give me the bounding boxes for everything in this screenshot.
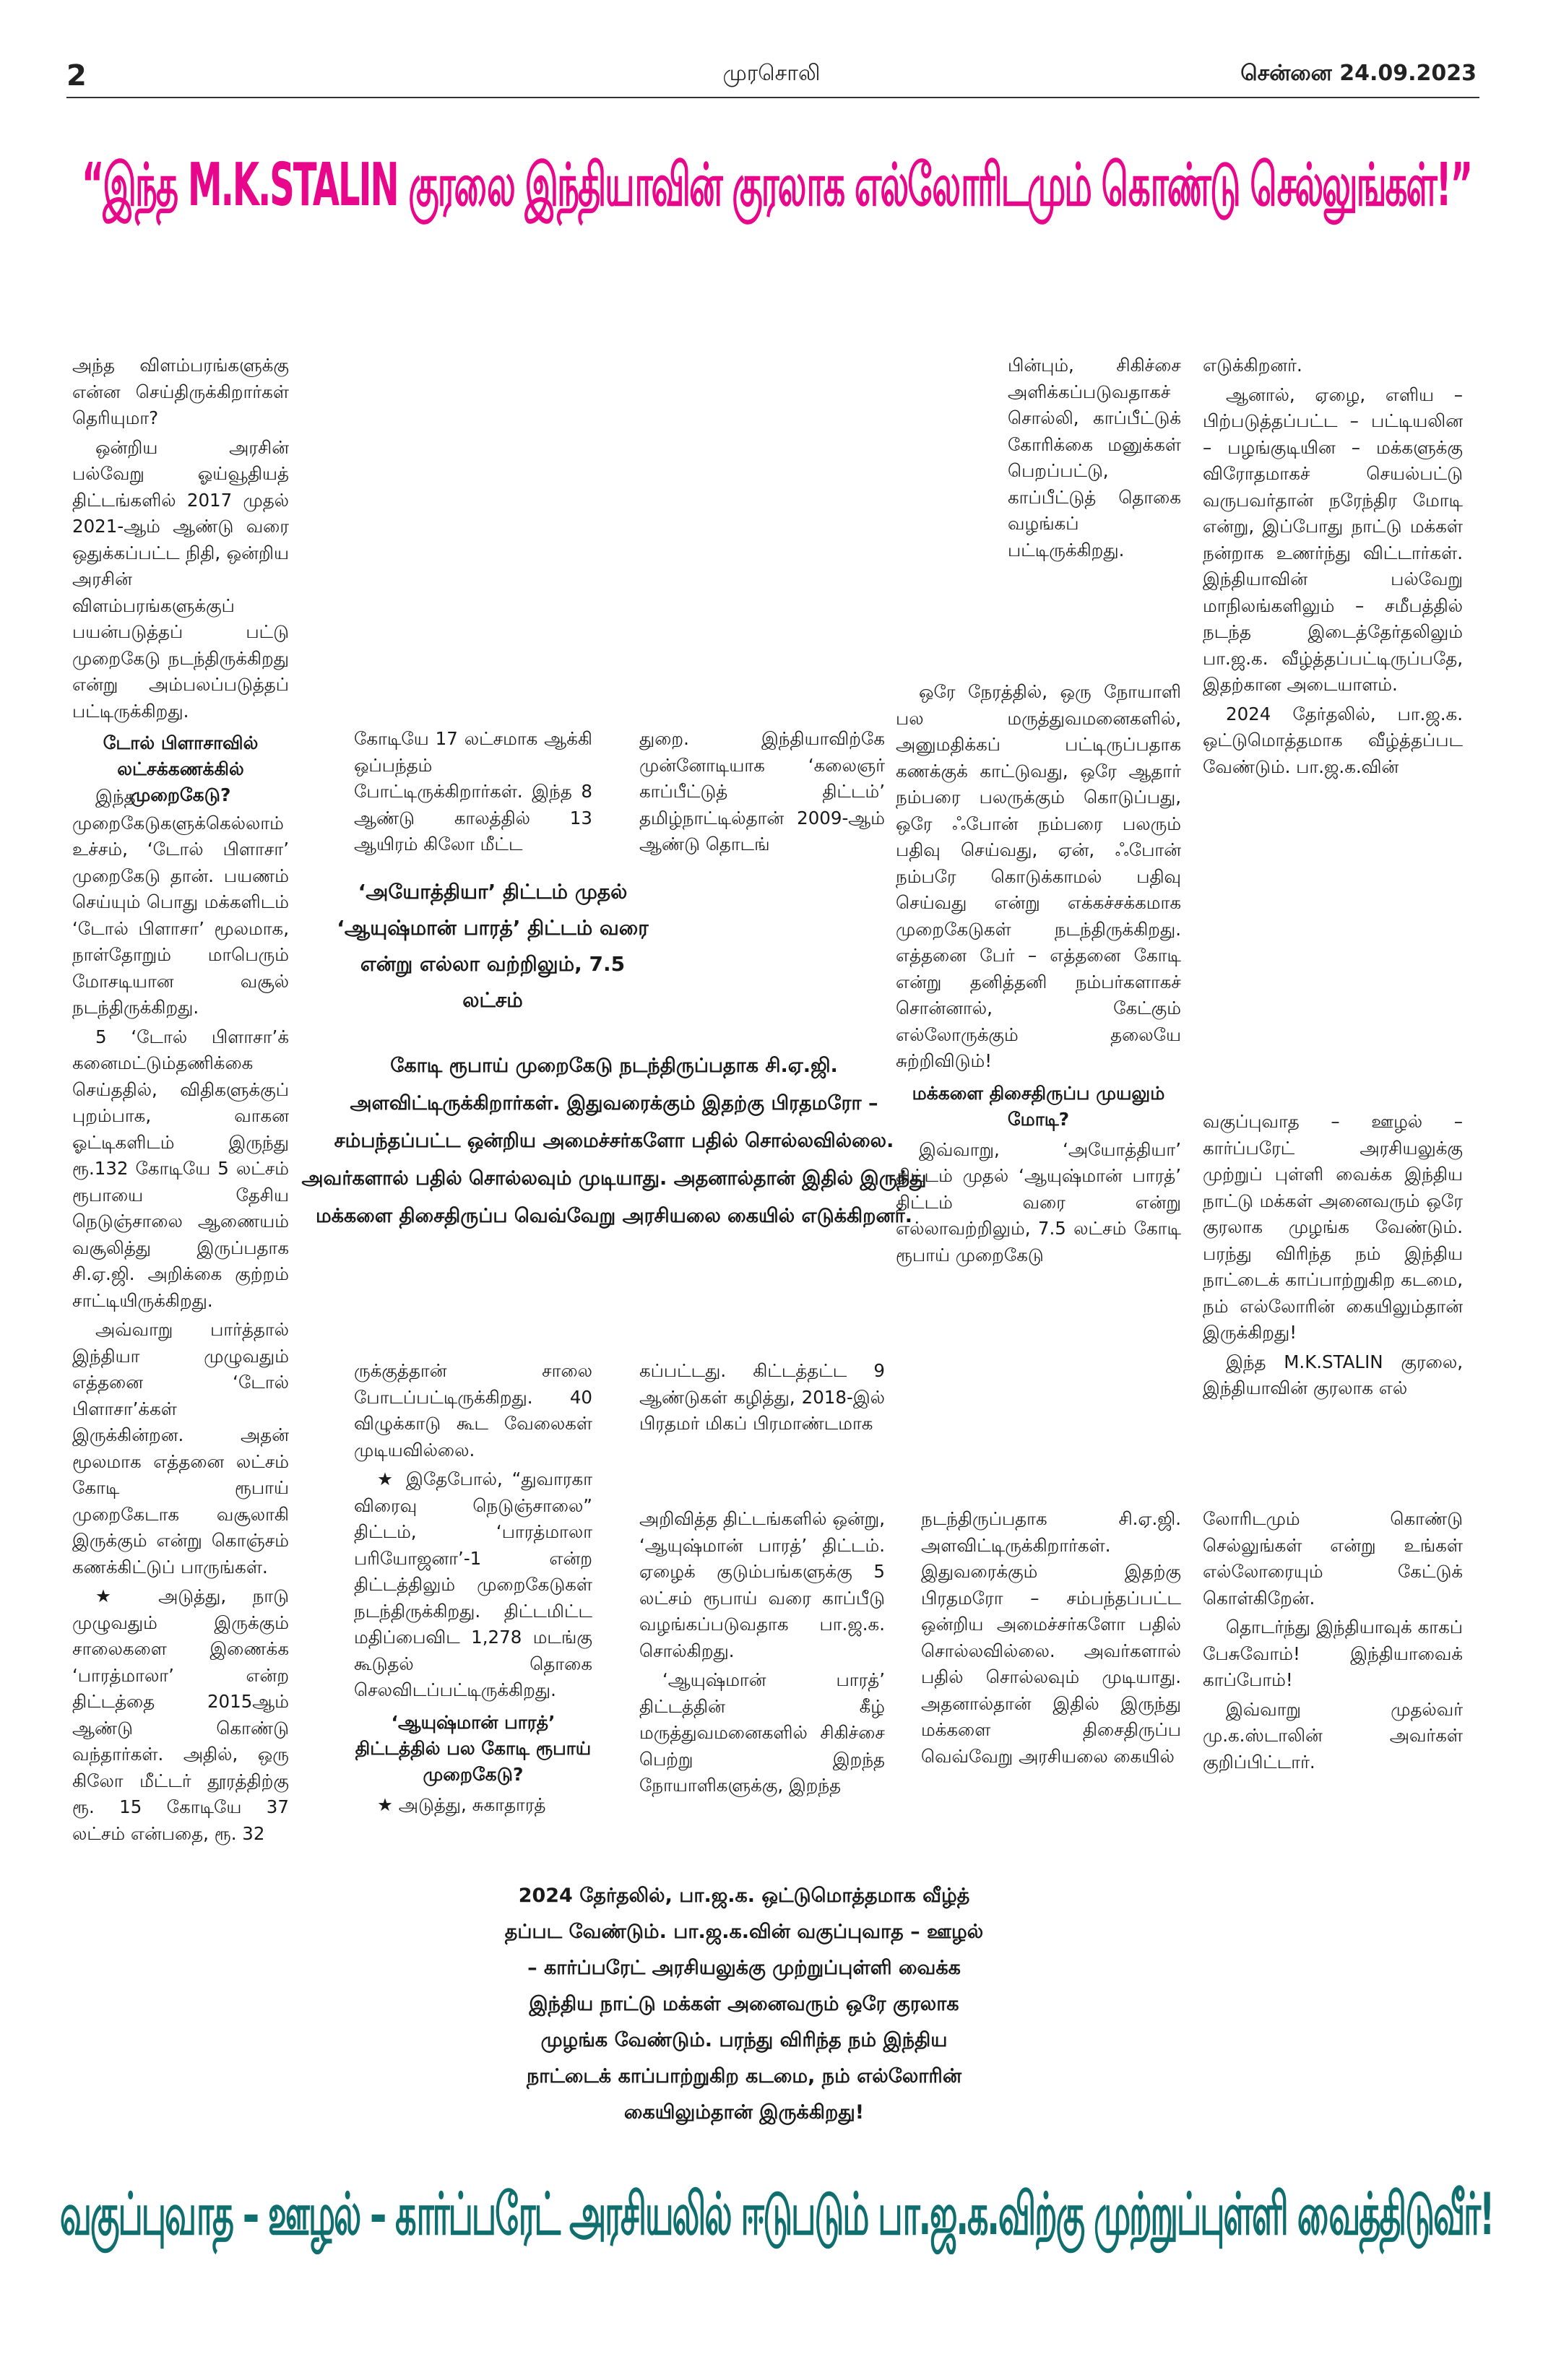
paragraph: எடுக்கிறனர். (1203, 355, 1302, 376)
paragraph: 5 ‘டோல் பிளாசா’க் கனைமட்டும்தணிக்கை செய்ததில், விதிகளுக்குப் புறம்பாக, வாகன ஓட்டிகளிடம் இருந்து ரூ.132 கோடியே 5 லட்சம் ரூபாயை தேசிய நெடுஞ்சாலை ஆணையம் வசூலித்து இருப்பதாக சி.ஏ.ஜி. அறிக்கை குற்றம் சாட்டியிருக்கிறது. (72, 1026, 289, 1311)
column-4-top (1008, 352, 1181, 699)
paragraph: இவ்வாறு முதல்வர் மு.க.ஸ்டாலின் அவர்கள் குறிப்பிட்டார். (1203, 1698, 1463, 1773)
column-1-top (72, 352, 289, 805)
paragraph: ஒரே நேரத்தில், ஒரு நோயாளி பல மருத்துவமனைகளில், அனுமதிக்கப் பட்டிருப்பதாக கணக்குக் காட்டுவது, ஒரே ஆதார் நம்பரை பலருக்கும் கொடுப்பது, ஒரே ஃபோன் நம்பரை பலரும் பதிவு செய்வது, ஏன், ஃபோன் நம்பரே கொடுக்காமல் பதிவு செய்வது என்று எக்கச்சக்கமாக முறைகேடுகள் நடந்திருக்கிறது. எத்தனை பேர் – எத்தனை கோடி என்று தனித்தனி நம்பர்களாகச் சொன்னால், கேட்கும் எல்லோருக்கும் தலையே சுற்றிவிடும்! (896, 681, 1181, 1071)
pull-quote-2024: 2024 தேர்தலில், பா.ஜ.க. ஒட்டுமொத்தமாக வீழ்த் தப்பட வேண்டும். பா.ஜ.க.வின் வகுப்புவாத – ஊழல் – கார்ப்பரேட் அரசியலுக்கு முற்றுப்புள்ளி வைக்க இந்திய நாட்டு மக்கள் அனைவரும் ஒரே குரலாக முழங்க வேண்டும். பரந்து விரிந்த நம் இந்திய நாட்டைக் காப்பாற்றுகிற கடமை, நம் எல்லோரின் கையிலும்தான் இருக்கிறது! (504, 1884, 984, 2124)
paragraph: ஒன்றிய அரசின் பல்வேறு ஓய்வூதியத் திட்டங்களில் 2017 முதல் 2021-ஆம் ஆண்டு வரை ஒதுக்கப்பட்ட நிதி, ஒன்றிய அரசின் விளம்பரங்களுக்குப் பயன்படுத்தப் பட்டு முறைகேடு நடந்திருக்கிறது என்று அம்பலப்படுத்தப் பட்டிருக்கிறது. (72, 436, 289, 722)
paragraph: அவ்வாறு பார்த்தால் இந்தியா முழுவதும் எத்தனை ‘டோல் பிளாசா’க்கள் இருக்கின்றன. அதன் மூலமாக எத்தனை லட்சம் கோடி ரூபாய் முறைகேடாக வசூலாகி இருக்கும் என்று கொஞ்சம் கணக்கிட்டுப் பாருங்கள். (72, 1319, 289, 1578)
pull-quote-ayodhya: ‘அயோத்தியா’ திட்டம் முதல் ‘ஆயுஷ்மான் பாரத்’ திட்டம் வரை என்று எல்லா வற்றிலும், 7.5 லட்சம் (337, 880, 649, 1012)
paragraph: கோடியே 17 லட்சமாக ஆக்கி ஒப்பந்தம் போட்டிருக்கிறார்கள். இந்த 8 ஆண்டு காலத்தில் 13 ஆயிரம் கிலோ மீட்ட (354, 728, 592, 854)
newspaper-name: முரசொலி (722, 61, 821, 86)
paragraph: ‘ஆயுஷ்மான் பாரத்’ திட்டத்தின் கீழ் மருத்துவமனைகளில் சிகிச்சை பெற்று இறந்த நோயாளிகளுக்கு, இறந்த (639, 1669, 885, 1796)
paragraph: இவ்வாறு, ‘அயோத்தியா’ திட்டம் முதல் ‘ஆயுஷ்மான் பாரத்’ திட்டம் வரை என்று எல்லாவற்றிலும், 7.5 லட்சம் கோடி ரூபாய் முறைகேடு (896, 1138, 1181, 1265)
column-2-top (354, 726, 592, 854)
paragraph: ★ இதேபோல், “துவாரகா விரைவு நெடுஞ்சாலை” திட்டம், ‘பாரத்மாலா பரியோஜனா’-1 என்ற திட்டத்திலும் முறைகேடுகள் நடந்திருக்கிறது. திட்டமிட்ட மதிப்பைவிட 1,278 மடங்கு கூடுதல் தொகை செலவிடப்பட்டிருக்கிறது. (354, 1468, 592, 1700)
paragraph: ★ அடுத்து, சுகாதாரத் (377, 1793, 546, 1815)
paragraph: அந்த விளம்பரங்களுக்கு என்ன செய்திருக்கிறார்கள் தெரியுமா? (72, 355, 289, 428)
column-3-bottom (639, 1506, 885, 1882)
paragraph: துறை. இந்தியாவிற்கே முன்னோடியாக ‘கலைஞர் காப்பீட்டுத் திட்டம்’ தமிழ்நாட்டில்தான் 2009-ஆம் ஆண்டு தொடங் (639, 728, 885, 854)
paragraph: ஆனால், ஏழை, எளிய – பிற்படுத்தப்பட்ட – பட்டியலின – பழங்குடியின – மக்களுக்கு விரோதமாகச் செயல்பட்டு வருபவர்தான் நரேந்திர மோடி என்று, இப்போது நாட்டு மக்கள் நன்றாக உணர்ந்து விட்டார்கள். இந்தியாவின் பல்வேறு மாநிலங்களிலும் – சமீபத்தில் நடந்த இடைத்தேர்தலிலும் பா.ஜ.க. வீழ்த்தப்பட்டிருப்பதே, இதற்கான அடையாளம். (1203, 384, 1463, 695)
paragraph: அறிவித்த திட்டங்களில் ஒன்று, ‘ஆயுஷ்மான் பாரத்’ திட்டம். ஏழைக் குடும்பங்களுக்கு 5 லட்சம் ரூபாய் வரை காப்பீடு வழங்கப்படுவதாக பா.ஜ.க. சொல்கிறது. (639, 1508, 885, 1661)
paragraph: 2024 தேர்தலில், பா.ஜ.க. ஒட்டுமொத்தமாக வீழ்த்தப்பட வேண்டும். பா.ஜ.க.வின் (1203, 703, 1463, 777)
column-1-bottom (72, 784, 289, 1882)
page-number: 2 (66, 59, 87, 92)
paragraph: லோரிடமும் கொண்டு செல்லுங்கள் என்று உங்கள் எல்லோரையும் கேட்டுக் கொள்கிறேன். (1203, 1508, 1463, 1609)
column-5-mid (1203, 1109, 1463, 1463)
paragraph: ருக்குத்தான் சாலை போடப்பட்டிருக்கிறது. 40 விழுக்காடு கூட வேலைகள் முடியவில்லை. (354, 1360, 592, 1461)
subheading-modi: மக்களை திசைதிருப்ப முயலும் மோடி? (912, 1082, 1165, 1130)
dateline: சென்னை 24.09.2023 (1240, 61, 1477, 86)
paragraph: பின்பும், சிகிச்சை அளிக்கப்படுவதாகச் சொல்லி, காப்பீட்டுக் கோரிக்கை மனுக்கள் பெறப்பட்டு, காப்பீட்டுத் தொகை வழங்கப் பட்டிருக்கிறது. (1008, 355, 1181, 561)
column-5-bottom (1203, 1506, 1463, 1882)
paragraph: கப்பட்டது. கிட்டத்தட்ட 9 ஆண்டுகள் கழித்து, 2018-இல் பிரதமர் மிகப் பிரமாண்டமாக (639, 1360, 885, 1434)
subheading-ayushman: ‘ஆயுஷ்மான் பாரத்’ திட்டத்தில் பல கோடி ரூபாய் முறைகேடு? (355, 1711, 592, 1785)
paragraph: இந்த முறைகேடுகளுக்கெல்லாம் உச்சம், ‘டோல் பிளாசா’ முறைகேடு தான். பயணம் செய்யும் பொது மக்களிடம் ‘டோல் பிளாசா’ மூலமாக, நாள்தோறும் மாபெரும் மோசடியான வசூல் நடந்திருக்கிறது. (72, 786, 289, 1018)
column-2-bottom (354, 1358, 592, 1892)
paragraph: வகுப்புவாத – ஊழல் – கார்ப்பரேட் அரசியலுக்கு முற்றுப் புள்ளி வைக்க இந்திய நாட்டு மக்கள் அனைவரும் ஒரே குரலாக முழங்க வேண்டும். பரந்து விரிந்த நம் இந்திய நாட்டைக் காப்பாற்றுகிற கடமை, நம் எல்லோரின் கையிலும்தான் இருக்கிறது! (1203, 1111, 1463, 1343)
paragraph: நடந்திருப்பதாக சி.ஏ.ஜி. அளவிட்டிருக்கிறார்கள். இதுவரைக்கும் இதற்கு பிரதமரோ – சம்பந்தப்பட்ட ஒன்றிய அமைச்சர்களோ பதில் சொல்லவில்லை. அவர்களால் பதில் சொல்லவும் முடியாது. அதனால்தான் இதில் இருந்து மக்களை திசைதிருப்ப வெவ்வேறு அரசியலை கையில் (921, 1508, 1181, 1767)
pull-quote-cag: கோடி ரூபாய் முறைகேடு நடந்திருப்பதாக சி.ஏ.ஜி. அளவிட்டிருக்கிறார்கள். இதுவரைக்கும் இதற்கு பிரதமரோ – சம்பந்தப்பட்ட ஒன்றிய அமைச்சர்களோ பதில் சொல்லவில்லை. அவர்களால் பதில் சொல்லவும் முடியாது. அதனால்தான் இதில் இருந்து மக்களை திசைதிருப்ப வெவ்வேறு அரசியலை கையில் எடுக்கிறனர். (301, 1055, 927, 1227)
subheading-toll: டோல் பிளாசாவில் லட்சக்கணக்கில் முறைகேடு? (103, 732, 259, 805)
column-5-top (1203, 352, 1463, 873)
footer-headline: வகுப்புவாத – ஊழல் – கார்ப்பரேட் அரசியலில் ஈடுபடும் பா.ஜ.க.விற்கு முற்றுப்புள்ளி வைத்திடுவீர்! (59, 2179, 1494, 2249)
paragraph: இந்த M.K.STALIN குரலை, இந்தியாவின் குரலாக எல் (1203, 1351, 1463, 1398)
column-4-mid (896, 679, 1181, 1265)
column-3-top (639, 726, 885, 854)
column-4-bottom (921, 1506, 1181, 1882)
paragraph: தொடர்ந்து இந்தியாவுக் காகப் பேசுவோம்! இந்தியாவைக் காப்போம்! (1203, 1617, 1463, 1690)
column-3-mid (639, 1358, 885, 1445)
paragraph: ★ அடுத்து, நாடு முழுவதும் இருக்கும் சாலைகளை இணைக்க ‘பாரத்மாலா’ என்ற திட்டத்தை 2015ஆம் ஆண்டு கொண்டு வந்தார்கள். அதில், ஒரு கிலோ மீட்டர் தூரத்திற்கு ரூ. 15 கோடியே 37 லட்சம் என்பதை, ரூ. 32 (72, 1585, 289, 1844)
main-headline: “இந்த M.K.STALIN குரலை இந்தியாவின் குரலாக எல்லோரிடமும் கொண்டு செல்லுங்கள்!” (81, 151, 1472, 220)
